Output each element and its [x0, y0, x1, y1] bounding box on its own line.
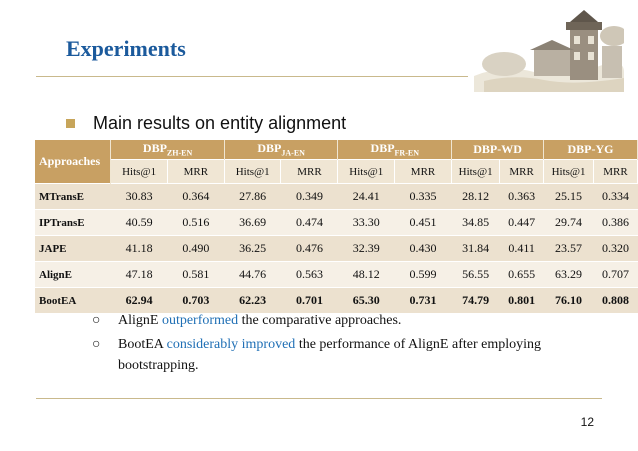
page-number: 12	[580, 415, 594, 429]
table-cell: 65.30	[338, 288, 395, 314]
campus-building-image	[474, 6, 624, 92]
table-cell: 27.86	[224, 184, 281, 210]
metric-header: MRR	[167, 160, 224, 184]
table-cell: 0.447	[500, 210, 544, 236]
metric-header: Hits@1	[111, 160, 168, 184]
table-cell: 41.18	[111, 236, 168, 262]
table-cell: 0.599	[395, 262, 452, 288]
table-cell: 0.808	[594, 288, 638, 314]
table-cell: 0.801	[500, 288, 544, 314]
main-bullet-text: Main results on entity alignment	[93, 113, 347, 133]
results-table	[35, 140, 638, 313]
table-cell: 0.516	[167, 210, 224, 236]
table-cell: 0.701	[281, 288, 338, 314]
sub-bullet-text: AlignE outperformed the comparative approaches.	[118, 313, 402, 328]
table-cell: 0.386	[594, 210, 638, 236]
table-cell: 62.94	[111, 288, 168, 314]
table-row	[35, 210, 638, 236]
table-cell: 40.59	[111, 210, 168, 236]
circle-bullet-icon: ○	[92, 337, 101, 352]
metric-header: Hits@1	[224, 160, 281, 184]
title-underline	[36, 76, 468, 77]
table-cell: 0.411	[500, 236, 544, 262]
table-cell: 63.29	[544, 262, 594, 288]
table-cell: 31.84	[452, 236, 500, 262]
circle-bullet-icon: ○	[92, 313, 101, 328]
table-cell: 0.655	[500, 262, 544, 288]
table-cell: 56.55	[452, 262, 500, 288]
table-cell: 0.476	[281, 236, 338, 262]
table-cell: 48.12	[338, 262, 395, 288]
table-cell: 36.25	[224, 236, 281, 262]
sub-bullet-text: BootEA considerably improved the performance of AlignE after employing bootstrapping.	[118, 337, 542, 373]
table-cell: 0.349	[281, 184, 338, 210]
metric-header: Hits@1	[544, 160, 594, 184]
table-cell: 25.15	[544, 184, 594, 210]
table-cell: 0.335	[395, 184, 452, 210]
metric-header: MRR	[500, 160, 544, 184]
table-row	[35, 236, 638, 262]
dataset-header-fr-en: $DBP_{FR-EN}$	[338, 140, 452, 160]
main-bullet	[66, 113, 346, 134]
dataset-header-zh-en: $DBP_{ZH-EN}$	[111, 140, 225, 160]
table-cell: 0.731	[395, 288, 452, 314]
approach-name: IPTransE	[35, 210, 111, 236]
table-cell: 34.85	[452, 210, 500, 236]
table-cell: 32.39	[338, 236, 395, 262]
approach-name: MTransE	[35, 184, 111, 210]
table-cell: 33.30	[338, 210, 395, 236]
table-cell: 23.57	[544, 236, 594, 262]
table-cell: 29.74	[544, 210, 594, 236]
metric-header: MRR	[281, 160, 338, 184]
table-row	[35, 184, 638, 210]
table-cell: 0.563	[281, 262, 338, 288]
table-cell: 0.363	[500, 184, 544, 210]
approach-name: AlignE	[35, 262, 111, 288]
table-cell: 0.490	[167, 236, 224, 262]
table-cell: 0.320	[594, 236, 638, 262]
table-cell: 74.79	[452, 288, 500, 314]
table-cell: 28.12	[452, 184, 500, 210]
square-bullet-icon	[66, 119, 75, 128]
dataset-header-dbp-yg: DBP-YG	[544, 140, 638, 160]
approach-name: BootEA	[35, 288, 111, 314]
slide-title: Experiments	[66, 36, 186, 61]
table-cell: 47.18	[111, 262, 168, 288]
table-cell: 44.76	[224, 262, 281, 288]
table-cell: 0.707	[594, 262, 638, 288]
table-cell: 76.10	[544, 288, 594, 314]
approaches-header: Approaches	[35, 140, 111, 184]
table-cell: 0.364	[167, 184, 224, 210]
table-cell: 0.581	[167, 262, 224, 288]
table-cell: 0.430	[395, 236, 452, 262]
table-cell: 0.474	[281, 210, 338, 236]
metric-header: MRR	[594, 160, 638, 184]
metric-header: Hits@1	[452, 160, 500, 184]
metric-header: Hits@1	[338, 160, 395, 184]
approach-name: JAPE	[35, 236, 111, 262]
table-cell: 30.83	[111, 184, 168, 210]
footer-divider	[36, 398, 602, 399]
table-row	[35, 262, 638, 288]
table-cell: 36.69	[224, 210, 281, 236]
table-cell: 0.334	[594, 184, 638, 210]
dataset-header-ja-en: $DBP_{JA-EN}$	[224, 140, 338, 160]
table-cell: 24.41	[338, 184, 395, 210]
table-cell: 0.451	[395, 210, 452, 236]
table-cell: 0.703	[167, 288, 224, 314]
dataset-header-dbp-wd: DBP-WD	[452, 140, 544, 160]
metric-header: MRR	[395, 160, 452, 184]
table-cell: 62.23	[224, 288, 281, 314]
